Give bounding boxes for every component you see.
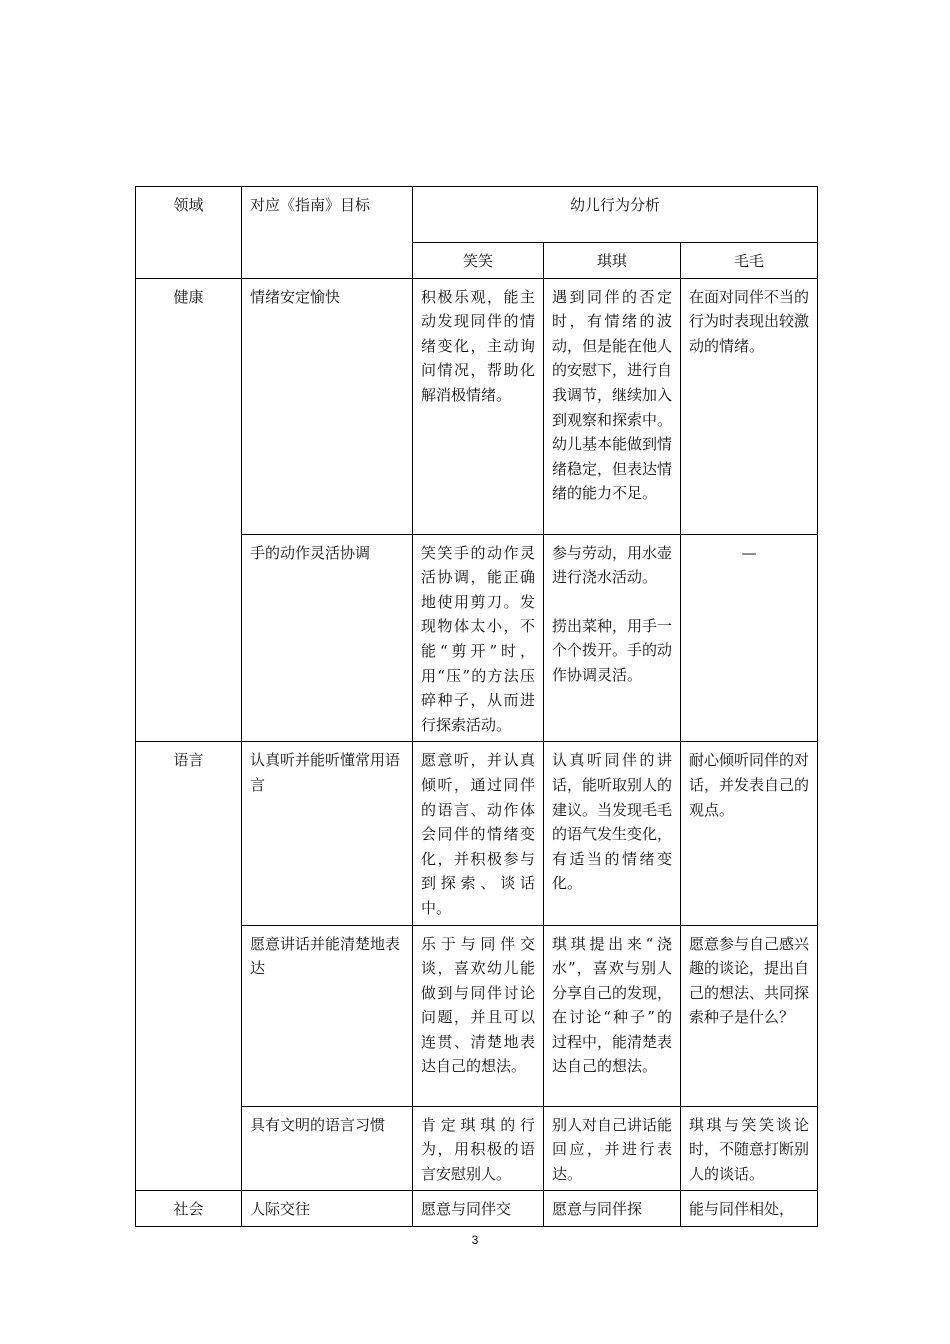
goal-cell: 具有文明的语言习惯 xyxy=(242,1106,413,1191)
analysis-cell-xiaoxiao: 乐于与同伴交谈，喜欢幼儿能做到与同伴讨论问题，并且可以连贯、清楚地表达自己的想法。 xyxy=(413,925,544,1106)
analysis-cell-maomao: 耐心倾听同伴的对话，并发表自己的观点。 xyxy=(681,742,818,925)
goal-cell: 愿意讲话并能清楚地表达 xyxy=(242,925,413,1106)
domain-cell-social: 社会 xyxy=(136,1191,242,1227)
analysis-cell-xiaoxiao: 笑笑手的动作灵活协调，能正确地使用剪刀。发现物体太小，不能“剪开”时，用“压”的方法压碎种子，从而进行探索活动。 xyxy=(413,534,544,742)
header-domain: 领域 xyxy=(136,187,242,279)
analysis-text-qiqi-part2: 捞出菜种，用手一个个拨开。手的动作协调灵活。 xyxy=(552,616,673,684)
analysis-cell-xiaoxiao: 肯定琪琪的行为，用积极的语言安慰别人。 xyxy=(413,1106,544,1191)
table-row xyxy=(136,278,818,534)
analysis-cell-maomao: — xyxy=(681,534,818,742)
analysis-cell-maomao: 琪琪与笑笑谈论时，不随意打断别人的谈话。 xyxy=(681,1106,818,1191)
analysis-cell-maomao: 在面对同伴不当的行为时表现出较激动的情绪。 xyxy=(681,278,818,534)
goal-cell: 手的动作灵活协调 xyxy=(242,534,413,742)
analysis-cell-qiqi: 琪琪提出来“浇水”，喜欢与别人分享自己的发现，在讨论“种子”的过程中，能清楚表达自己的想法。 xyxy=(544,925,681,1106)
goal-cell: 情绪安定愉快 xyxy=(242,278,413,534)
page-number: 3 xyxy=(471,1233,479,1247)
goal-cell: 认真听并能听懂常用语言 xyxy=(242,742,413,925)
header-goal: 对应《指南》目标 xyxy=(242,187,413,279)
analysis-cell-qiqi: 遇到同伴的否定时，有情绪的波动，但是能在他人的安慰下，进行自我调节，继续加入到观察和探索中。幼儿基本能做到情绪稳定，但表达情绪的能力不足。 xyxy=(544,278,681,534)
header-analysis: 幼儿行为分析 xyxy=(413,187,818,243)
analysis-cell-qiqi: 认真听同伴的讲话，能听取别人的建议。当发现毛毛的语气发生变化，有适当的情绪变化。 xyxy=(544,742,681,925)
domain-cell-health: 健康 xyxy=(136,278,242,742)
header-child-xiaoxiao: 笑笑 xyxy=(413,243,544,279)
table-row xyxy=(136,742,818,925)
table-row xyxy=(136,1191,818,1227)
analysis-text-qiqi-part1: 参与劳动，用水壶进行浇水活动。 xyxy=(552,543,673,587)
goal-cell: 人际交往 xyxy=(242,1191,413,1227)
behavior-analysis-table xyxy=(135,186,818,1227)
analysis-cell-xiaoxiao: 愿意与同伴交 xyxy=(413,1191,544,1227)
analysis-cell-qiqi: 愿意与同伴探 xyxy=(544,1191,681,1227)
header-child-qiqi: 琪琪 xyxy=(544,243,681,279)
analysis-cell-maomao: 愿意参与自己感兴趣的谈论，提出自己的想法、共同探索种子是什么？ xyxy=(681,925,818,1106)
analysis-cell-xiaoxiao: 积极乐观，能主动发现同伴的情绪变化，主动询问情况，帮助化解消极情绪。 xyxy=(413,278,544,534)
analysis-cell-maomao: 能与同伴相处， xyxy=(681,1191,818,1227)
analysis-cell-xiaoxiao: 愿意听，并认真倾听，通过同伴的语言、动作体会同伴的情绪变化，并积极参与到探索、谈话中。 xyxy=(413,742,544,925)
analysis-cell-qiqi xyxy=(544,534,681,742)
analysis-cell-qiqi: 别人对自己讲话能回应，并进行表达。 xyxy=(544,1106,681,1191)
domain-cell-language: 语言 xyxy=(136,742,242,1191)
header-child-maomao: 毛毛 xyxy=(681,243,818,279)
